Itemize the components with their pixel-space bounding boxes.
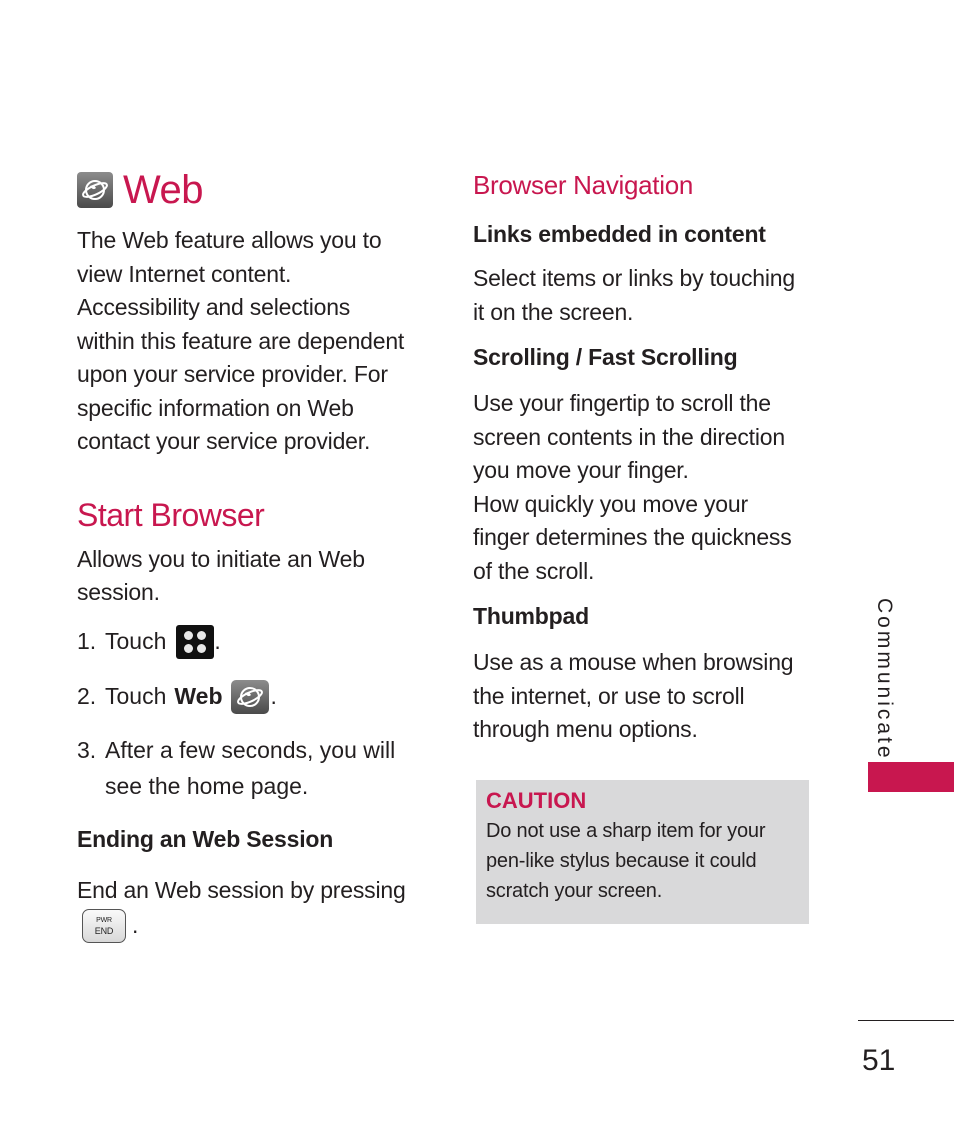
ending-punct: .: [132, 912, 139, 939]
key-top-label: PWR: [96, 917, 112, 924]
page-number: 51: [862, 1044, 896, 1077]
scroll-line: How quickly you move your: [473, 490, 748, 517]
intro-line: Accessibility and selections: [77, 294, 351, 320]
left-column: [77, 168, 432, 943]
caution-text: [486, 816, 799, 906]
step-text: Touch: [105, 683, 167, 709]
menu-grid-icon[interactable]: [176, 625, 214, 659]
step-line: After a few seconds, you will: [105, 736, 396, 763]
start-desc-line: session.: [77, 579, 160, 605]
intro-line: within this feature are dependent: [77, 327, 405, 354]
thumb-line: the internet, or use to scroll: [473, 682, 745, 709]
intro-line: view Internet content.: [77, 260, 292, 287]
scrolling-text: [473, 387, 818, 588]
web-title-row: [77, 168, 432, 212]
step-number: 1.: [77, 628, 97, 654]
start-browser-heading: Start Browser: [77, 496, 265, 533]
scroll-line: you move your finger.: [473, 457, 689, 483]
caution-title: CAUTION: [486, 788, 587, 813]
links-line: Select items or links by touching: [473, 265, 795, 291]
step-line: see the home page.: [105, 772, 309, 799]
scroll-line: screen contents in the direction: [473, 423, 785, 450]
step-bold-label: Web: [174, 683, 223, 709]
step-punct: .: [270, 683, 277, 709]
key-bottom-label: END: [94, 926, 114, 936]
thumb-line: through menu options.: [473, 716, 698, 742]
step-2: [77, 679, 432, 715]
page-title: Web: [123, 168, 204, 212]
intro-line: specific information on Web: [77, 394, 354, 421]
step-number: 2.: [77, 683, 97, 709]
ending-session-heading: Ending an Web Session: [77, 825, 334, 852]
caution-line: Do not use a sharp item for your: [486, 820, 766, 842]
section-tab-marker: [868, 762, 954, 792]
step-3: [77, 732, 432, 804]
step-text: Touch: [105, 628, 167, 654]
ending-session-text: [77, 874, 432, 944]
links-line: it on the screen.: [473, 298, 634, 325]
start-description: [77, 543, 432, 610]
scroll-line: of the scroll.: [473, 557, 595, 584]
intro-paragraph: [77, 224, 432, 459]
scroll-line: Use your fingertip to scroll the: [473, 390, 771, 416]
links-text: [473, 262, 818, 329]
browser-navigation-heading: Browser Navigation: [473, 170, 694, 200]
step-number: 3.: [77, 736, 97, 763]
links-heading: Links embedded in content: [473, 221, 766, 247]
caution-line: scratch your screen.: [486, 880, 663, 902]
globe-icon: [77, 172, 113, 208]
caution-line: pen-like stylus because it could: [486, 850, 757, 872]
section-side-text: Communicate: [873, 598, 896, 761]
scrolling-heading: Scrolling / Fast Scrolling: [473, 344, 738, 370]
step-1: [77, 624, 432, 660]
intro-line: upon your service provider. For: [77, 361, 388, 387]
intro-line: The Web feature allows you to: [77, 227, 382, 253]
step-3-text: [105, 732, 395, 804]
start-desc-line: Allows you to initiate an Web: [77, 545, 365, 572]
step-punct: .: [214, 628, 221, 654]
end-key-icon[interactable]: [82, 909, 126, 943]
thumbpad-text: [473, 646, 818, 747]
caution-box: [476, 780, 809, 924]
thumb-line: Use as a mouse when browsing: [473, 649, 794, 675]
section-side-label: [864, 598, 904, 761]
thumbpad-heading: Thumbpad: [473, 603, 589, 629]
globe-icon[interactable]: [231, 680, 269, 714]
footer-rule: [858, 1020, 954, 1021]
scroll-line: finger determines the quickness: [473, 524, 792, 550]
intro-line: contact your service provider.: [77, 428, 371, 454]
ending-line: End an Web session by pressing: [77, 876, 406, 903]
right-column: [473, 168, 818, 747]
